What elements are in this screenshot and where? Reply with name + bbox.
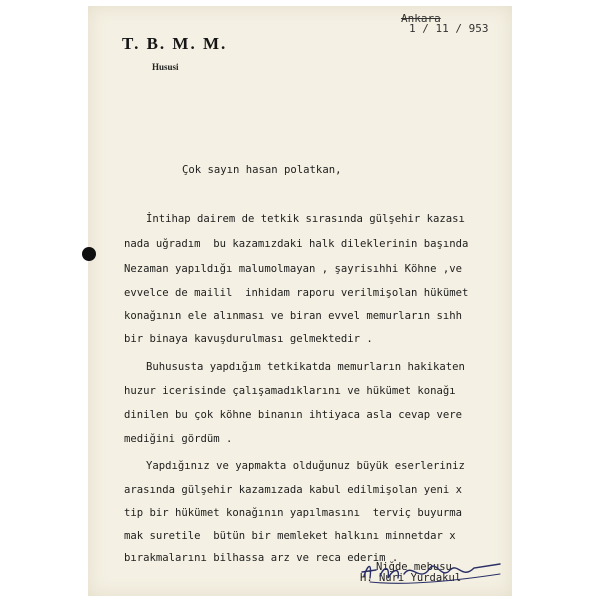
date-place: Ankara	[401, 12, 441, 25]
body-line: arasında gülşehir kazamızada kabul edilmişolan yeni x	[124, 484, 463, 496]
body-line: bir binaya kavuşdurulması gelmektedir .	[124, 333, 373, 345]
body-line: evvelce de mailil inhidam raporu verilmişolan hükümet	[124, 287, 469, 299]
body-line: nada uğradım bu kazamızdaki halk dileklerinin başında	[124, 238, 469, 250]
handwritten-signature	[350, 556, 510, 586]
signature-title: Niğde mebusu	[376, 561, 452, 573]
body-line: konağının ele alınması ve biran evvel memurların sıhh	[124, 310, 463, 322]
body-line: Nezaman yapıldığı malumolmayan , şayrisıhhi Köhne ,ve	[124, 263, 463, 275]
body-line: huzur icerisinde çalışamadıklarını ve hükümet konağı	[124, 385, 456, 397]
letterhead-subtitle: Hususi	[152, 62, 179, 72]
date-value: 1 / 11 / 953	[409, 22, 489, 35]
body-line: Buhususta yapdığım tetkikatda memurların hakikaten	[146, 361, 465, 373]
punch-hole	[82, 247, 96, 261]
body-line: mak suretile bütün bir memleket halkını minnetdar x	[124, 530, 456, 542]
body-line: İntihap dairem de tetkik sırasında gülşehir kazası	[146, 213, 465, 225]
body-line: bırakmalarını bilhassa arz ve reca ederim .	[124, 552, 399, 564]
signature-name: H. Nuri Yurdakul	[360, 572, 462, 584]
body-line: dinilen bu çok köhne binanın ihtiyaca asla cevap vere	[124, 409, 463, 421]
body-line: Yapdığınız ve yapmakta olduğunuz büyük eserleriniz	[146, 460, 465, 472]
greeting: Çok sayın hasan polatkan,	[182, 164, 342, 176]
body-line: mediğini gördüm .	[124, 433, 233, 445]
body-line: tip bir hükümet konağının yapılmasını terviç buyurma	[124, 507, 463, 519]
letterhead-title: T. B. M. M.	[122, 34, 228, 53]
